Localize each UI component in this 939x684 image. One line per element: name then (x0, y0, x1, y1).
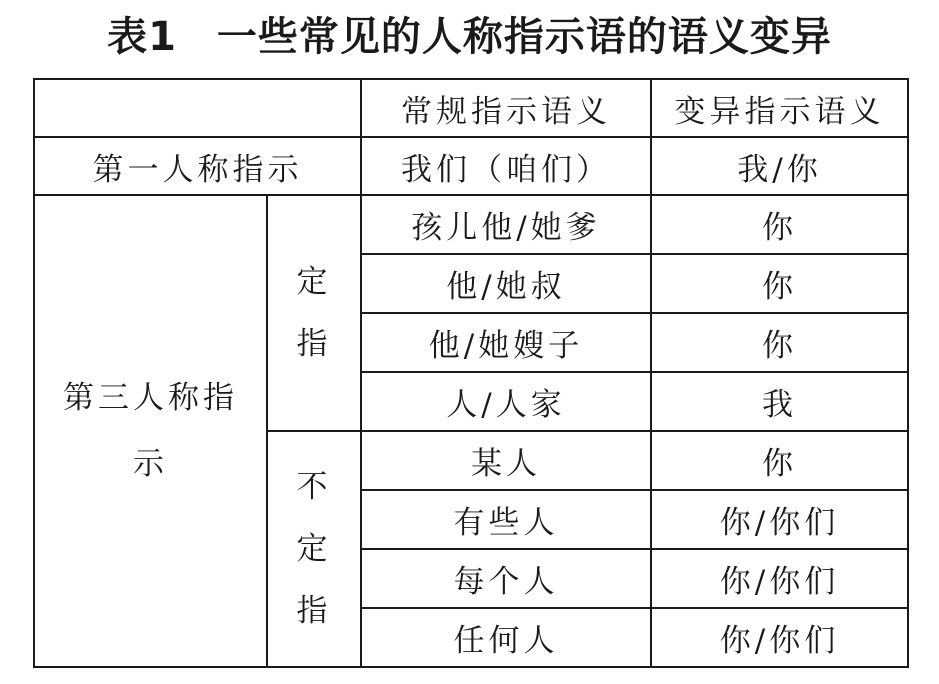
first-person-variant: 我/你 (651, 137, 908, 195)
definite-regular-3: 人/人家 (361, 372, 651, 431)
table-row (34, 137, 908, 195)
indefinite-label-char: 指 (296, 593, 332, 629)
definite-label-text (297, 251, 332, 375)
header-cell-variant: 变异指示语义 (651, 79, 908, 137)
header-row (34, 79, 908, 137)
indefinite-regular-0: 某人 (361, 431, 651, 490)
indefinite-regular-1: 有些人 (361, 490, 651, 549)
first-person-label: 第一人称指示 (34, 137, 361, 195)
definite-variant-1: 你 (651, 254, 908, 313)
indefinite-label-char: 不 (296, 469, 332, 505)
header-cell-empty (34, 79, 361, 137)
indefinite-label (267, 431, 361, 667)
third-person-label (34, 195, 267, 667)
first-person-regular: 我们（咱们） (361, 137, 651, 195)
table-row (34, 195, 908, 254)
definite-regular-0: 孩儿他/她爹 (361, 195, 651, 254)
third-person-label-text: 第三人称指示 (63, 380, 238, 482)
table-caption: 一些常见的人称指示语的语义变异 (216, 14, 832, 60)
definite-variant-3: 我 (651, 372, 908, 431)
definite-label-char: 指 (296, 326, 332, 362)
deixis-table (33, 78, 909, 668)
indefinite-variant-0: 你 (651, 431, 908, 490)
definite-variant-0: 你 (651, 195, 908, 254)
indefinite-regular-3: 任何人 (361, 608, 651, 667)
definite-label-char: 定 (296, 264, 332, 300)
header-cell-regular: 常规指示语义 (361, 79, 651, 137)
definite-label (267, 195, 361, 431)
table-number: 表1 (107, 14, 177, 60)
definite-regular-1: 他/她叔 (361, 254, 651, 313)
indefinite-label-text (297, 456, 332, 642)
definite-variant-2: 你 (651, 313, 908, 372)
indefinite-variant-1: 你/你们 (651, 490, 908, 549)
indefinite-variant-2: 你/你们 (651, 549, 908, 608)
table-title (0, 14, 939, 60)
indefinite-variant-3: 你/你们 (651, 608, 908, 667)
definite-regular-2: 他/她嫂子 (361, 313, 651, 372)
indefinite-label-char: 定 (296, 531, 332, 567)
indefinite-regular-2: 每个人 (361, 549, 651, 608)
